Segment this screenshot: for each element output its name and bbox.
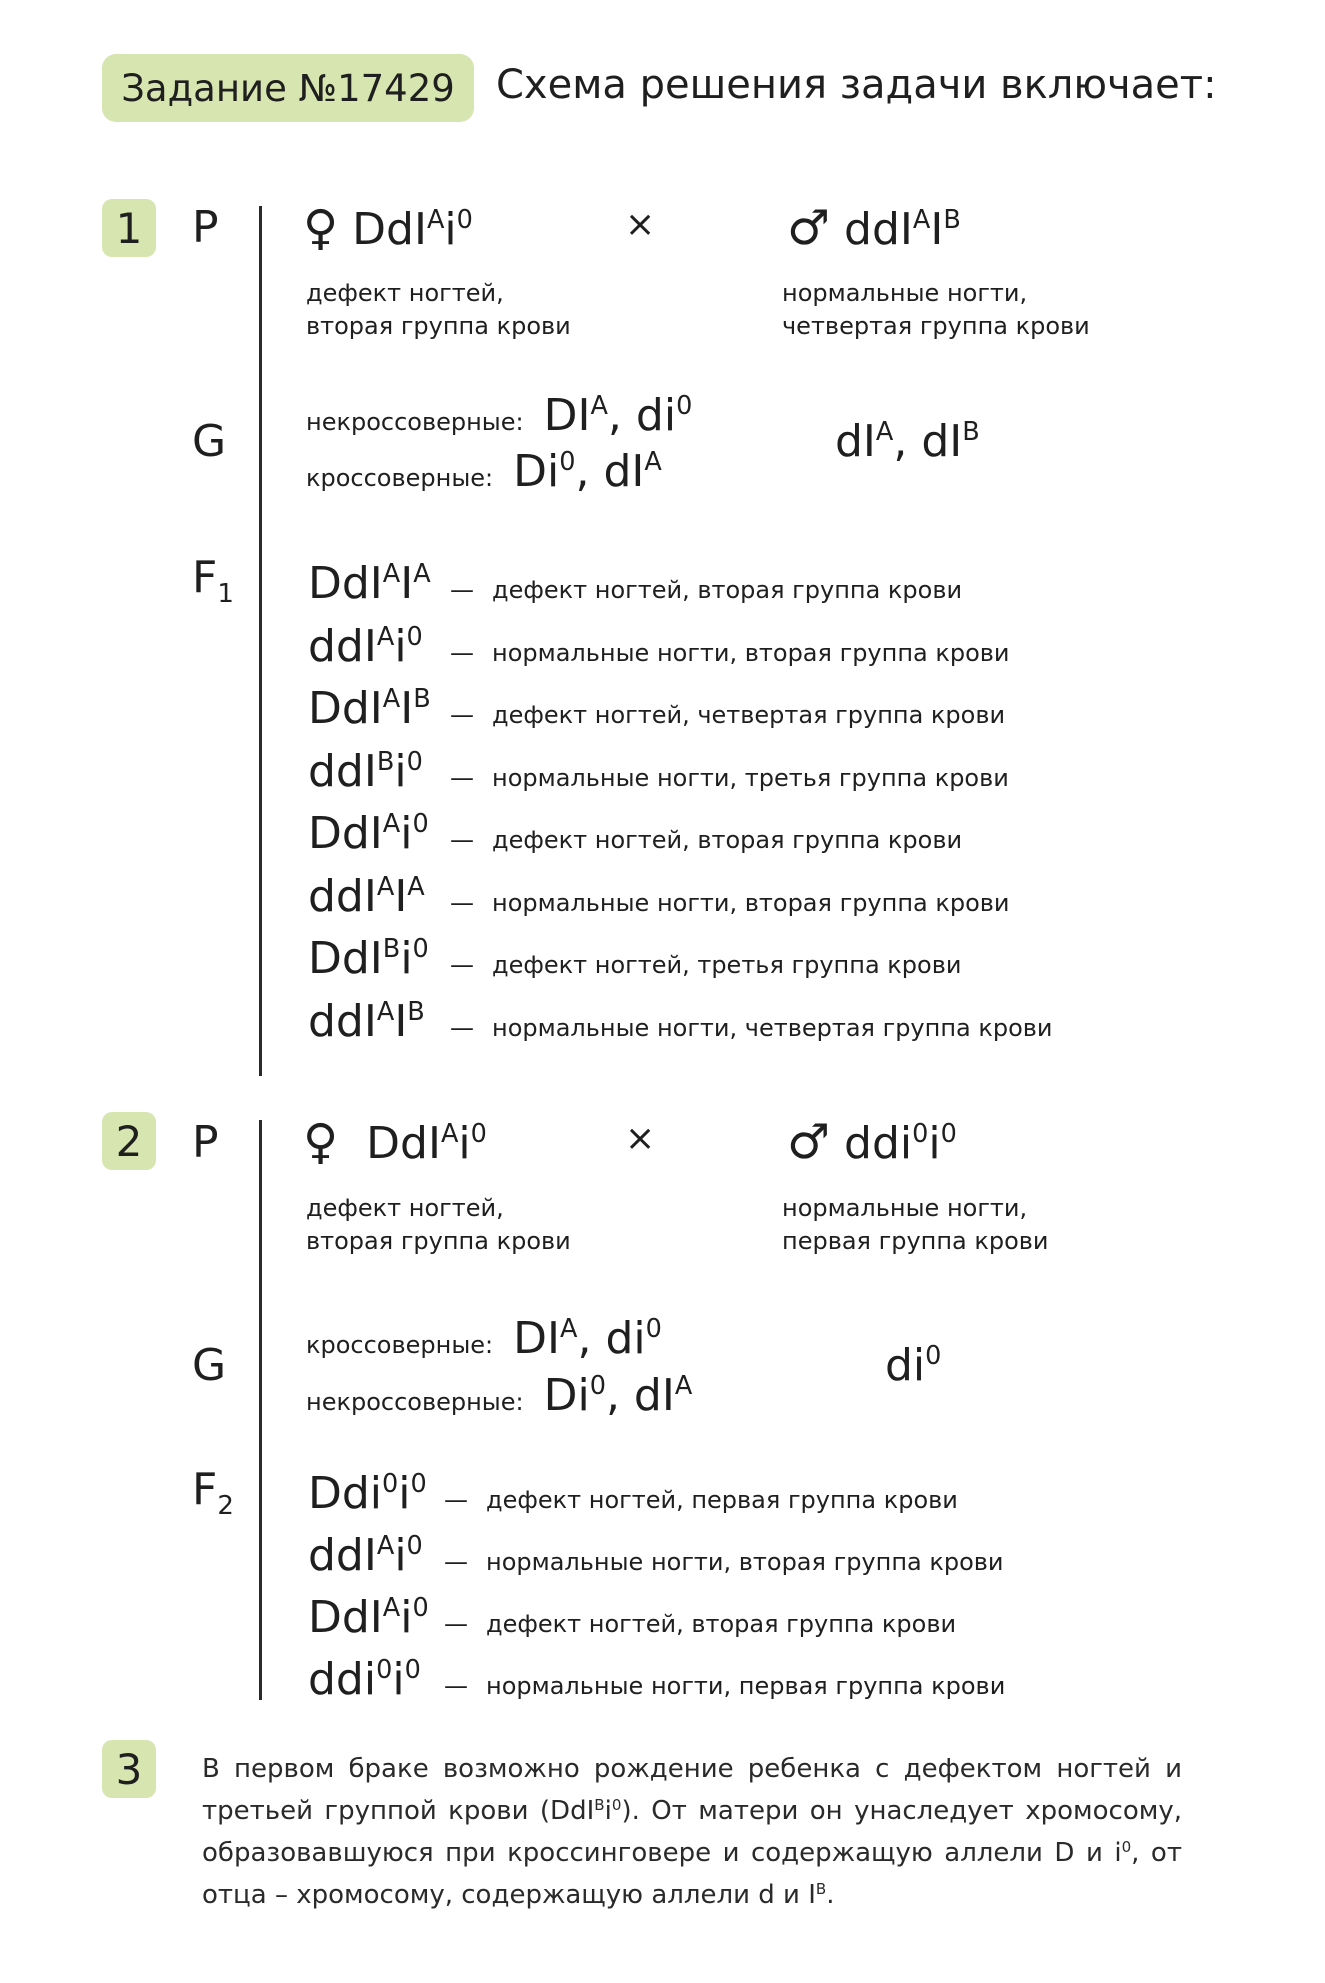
step2-male-phenotype: нормальные ногти, первая группа крови xyxy=(782,1194,1049,1255)
offspring-phenotype: дефект ногтей, четвертая группа крови xyxy=(492,701,1006,729)
page-title: Схема решения задачи включает: xyxy=(496,62,1217,108)
offspring-dash: — xyxy=(444,1610,468,1638)
offspring-dash: — xyxy=(444,1672,468,1700)
offspring-phenotype: дефект ногтей, третья группа крови xyxy=(492,951,962,979)
step1-female-phenotype: дефект ногтей, вторая группа крови xyxy=(306,279,571,340)
offspring-phenotype: дефект ногтей, вторая группа крови xyxy=(492,826,963,854)
offspring-dash: — xyxy=(444,1486,468,1514)
step-1-badge: 1 xyxy=(102,199,156,257)
offspring-genotype: $DdI^AI^A$ xyxy=(308,558,431,609)
task-number-badge: Задание №17429 xyxy=(102,54,474,122)
offspring-dash: — xyxy=(450,1013,474,1042)
step2-crossover-row: кроссоверные: $DI^A$, $di^0$ xyxy=(306,1313,662,1364)
step1-female-genotype: ♀ $DdI^Ai^0$ xyxy=(303,200,473,256)
step2-male-genotype: ♂ $ddi^0i^0$ xyxy=(787,1114,957,1170)
step-3-badge: 3 xyxy=(102,1740,156,1798)
offspring-genotype: $ddI^AI^A$ xyxy=(308,870,425,922)
step2-male-gametes: $di^0$ xyxy=(885,1340,942,1391)
step2-noncrossover-row: некроссоверные: Di$^0$, $dI^A$ xyxy=(306,1370,693,1421)
offspring-genotype: $ddI^Bi^0$ xyxy=(308,745,423,797)
step3-conclusion-text: В первом браке возможно рождение ребенка с дефектом ногтей и третьей группой крови $(DdI^Bi^0)$. От матери он унаследует хромосому, образовавшуюся при кроссинговере и содержащую аллели D и $i^0$, от отца – хромосому, содержащую аллели d и $I^B$. xyxy=(202,1754,1182,1910)
offspring-dash: — xyxy=(450,763,474,792)
offspring-genotype: $ddi^0i^0$ xyxy=(308,1654,421,1705)
offspring-phenotype: дефект ногтей, первая группа крови xyxy=(486,1486,958,1514)
offspring-dash: — xyxy=(450,826,474,854)
step1-cross-symbol: × xyxy=(625,204,656,245)
step2-f2-label: $F_2$ xyxy=(192,1464,234,1521)
offspring-dash: — xyxy=(444,1548,468,1576)
male-symbol-icon: ♂ xyxy=(787,200,831,256)
offspring-genotype: $DdI^Bi^0$ xyxy=(308,933,429,984)
step2-female-phenotype: дефект ногтей, вторая группа крови xyxy=(306,1194,571,1255)
step1-crossover-row: кроссоверные: Di$^0$, $dI^A$ xyxy=(306,446,662,497)
step2-divider-line xyxy=(259,1120,262,1700)
offspring-phenotype: дефект ногтей, вторая группа крови xyxy=(486,1610,957,1638)
step1-divider-line xyxy=(259,206,262,1076)
offspring-phenotype: нормальные ногти, вторая группа крови xyxy=(492,638,1010,667)
offspring-genotype: $DdI^Ai^0$ xyxy=(308,1592,429,1643)
offspring-genotype: $ddI^Ai^0$ xyxy=(308,1530,423,1581)
offspring-dash: — xyxy=(450,701,474,729)
offspring-phenotype: нормальные ногти, третья группа крови xyxy=(492,763,1009,792)
offspring-dash: — xyxy=(450,638,474,667)
offspring-phenotype: дефект ногтей, вторая группа крови xyxy=(492,576,963,604)
offspring-dash: — xyxy=(450,576,474,604)
offspring-genotype: $ddI^Ai^0$ xyxy=(308,620,423,672)
step1-g-label: G xyxy=(192,416,227,467)
offspring-phenotype: нормальные ногти, первая группа крови xyxy=(486,1672,1006,1700)
step1-noncrossover-row: некроссоверные: $DI^A$, $di^0$ xyxy=(306,390,693,441)
step1-male-gametes: $dI^A$, $dI^B$ xyxy=(835,416,980,467)
step2-p-label: P xyxy=(192,1117,219,1168)
offspring-phenotype: нормальные ногти, вторая группа крови xyxy=(492,888,1010,917)
male-symbol-icon: ♂ xyxy=(787,1114,831,1170)
offspring-genotype: $Ddi^0i^0$ xyxy=(308,1468,427,1519)
step2-female-genotype: ♀ $DdI^Ai^0$ xyxy=(303,1114,487,1170)
step1-f1-label: $F_1$ xyxy=(192,552,234,609)
step-2-badge: 2 xyxy=(102,1112,156,1170)
step1-p-label: P xyxy=(192,202,219,253)
offspring-dash: — xyxy=(450,888,474,917)
step2-cross-symbol: × xyxy=(625,1118,656,1159)
offspring-phenotype: нормальные ногти, вторая группа крови xyxy=(486,1548,1004,1576)
offspring-genotype: $DdI^Ai^0$ xyxy=(308,808,429,859)
step2-g-label: G xyxy=(192,1340,227,1391)
offspring-phenotype: нормальные ногти, четвертая группа крови xyxy=(492,1013,1053,1042)
offspring-dash: — xyxy=(450,951,474,979)
female-symbol-icon: ♀ xyxy=(303,200,339,256)
step1-male-phenotype: нормальные ногти, четвертая группа крови xyxy=(782,279,1090,340)
step1-male-genotype: ♂ $ddI^AI^B$ xyxy=(787,200,961,256)
offspring-genotype: $DdI^AI^B$ xyxy=(308,683,431,734)
female-symbol-icon: ♀ xyxy=(303,1114,339,1170)
offspring-genotype: $ddI^AI^B$ xyxy=(308,995,425,1047)
